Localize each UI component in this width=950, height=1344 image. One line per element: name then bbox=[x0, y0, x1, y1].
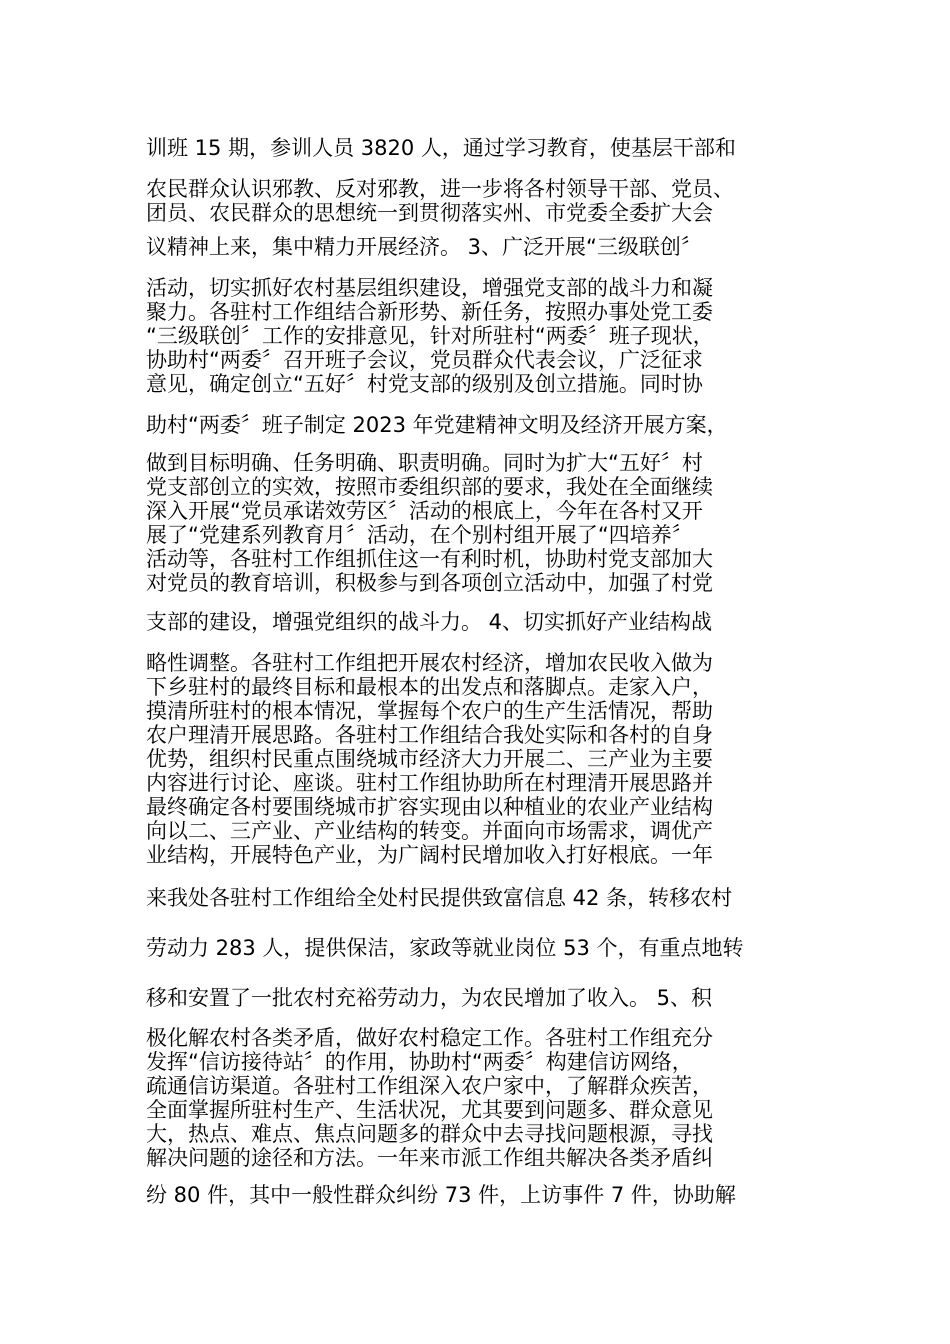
text-line: 业结构，开展特色产业，为广阔村民增加收入打好根底。一年 bbox=[146, 843, 713, 867]
text-line: 展了“党建系列教育月〞活动，在个别村组开展了“四培养〞 bbox=[146, 523, 693, 547]
text-line: 党支部创立的实效，按照市委组织部的要求，我处在全面继续 bbox=[146, 475, 713, 499]
text-line: 解决问题的途径和方法。一年来市派工作组共解决各类矛盾纠 bbox=[146, 1146, 713, 1170]
text-line: 优势，组织村民重点围绕城市经济大力开展二、三产业为主要 bbox=[146, 747, 713, 771]
text-line: 议精神上来，集中精力开展经济。 3、广泛开展“三级联创〞 bbox=[146, 235, 702, 259]
text-line: 极化解农村各类矛盾，做好农村稳定工作。各驻村工作组充分 bbox=[146, 1026, 713, 1050]
text-line: 活动，切实抓好农村基层组织建设，增强党支部的战斗力和凝 bbox=[146, 276, 713, 300]
text-line: 聚力。各驻村工作组结合新形势、新任务，按照办事处党工委 bbox=[146, 300, 713, 324]
text-line: 向以二、三产业、产业结构的转变。并面向市场需求，调优产 bbox=[146, 819, 713, 843]
text-line: 农户理清开展思路。各驻村工作组结合我处实际和各村的自身 bbox=[146, 723, 713, 747]
text-line: 劳动力 283 人，提供保洁，家政等就业岗位 53 个，有重点地转 bbox=[146, 936, 744, 960]
text-line: 来我处各驻村工作组给全处村民提供致富信息 42 条，转移农村 bbox=[146, 886, 733, 910]
text-line: 农民群众认识邪教、反对邪教，进一步将各村领导干部、党员、 bbox=[146, 177, 734, 201]
text-line: 团员、农民群众的思想统一到贯彻落实州、市党委全委扩大会 bbox=[146, 201, 713, 225]
text-line: 发挥“信访接待站〞的作用，协助村“两委〞构建信访网络， bbox=[146, 1050, 693, 1074]
text-line: 活动等，各驻村工作组抓住这一有利时机，协助村党支部加大 bbox=[146, 547, 713, 571]
text-line: 助村“两委〞班子制定 2023 年党建精神文明及经济开展方案， bbox=[146, 413, 728, 437]
text-line: 意见，确定创立“五好〞村党支部的级别及创立措施。同时协 bbox=[146, 372, 703, 396]
text-line: 疏通信访渠道。各驻村工作组深入农户家中，了解群众疾苦， bbox=[146, 1074, 713, 1098]
text-line: 内容进行讨论、座谈。驻村工作组协助所在村理清开展思路并 bbox=[146, 771, 713, 795]
text-line: 全面掌握所驻村生产、生活状况，尤其要到问题多、群众意见 bbox=[146, 1098, 713, 1122]
text-line: 训班 15 期，参训人员 3820 人，通过学习教育，使基层干部和 bbox=[146, 136, 736, 160]
text-line: 对党员的教育培训，积极参与到各项创立活动中，加强了村党 bbox=[146, 571, 713, 595]
text-line: 纷 80 件，其中一般性群众纠纷 73 件，上访事件 7 件，协助解 bbox=[146, 1183, 736, 1207]
text-line: 做到目标明确、任务明确、职责明确。同时为扩大“五好〞村 bbox=[146, 451, 703, 475]
text-line: 最终确定各村要围绕城市扩容实现由以种植业的农业产业结构 bbox=[146, 795, 713, 819]
text-line: 略性调整。各驻村工作组把开展农村经济，增加农民收入做为 bbox=[146, 651, 713, 675]
text-line: 支部的建设，增强党组织的战斗力。 4、切实抓好产业结构战 bbox=[146, 610, 713, 634]
text-line: 下乡驻村的最终目标和最根本的出发点和落脚点。走家入户， bbox=[146, 675, 713, 699]
text-line: 摸清所驻村的根本情况，掌握每个农户的生产生活情况，帮助 bbox=[146, 699, 713, 723]
text-line: “三级联创〞工作的安排意见，针对所驻村“两委〞班子现状， bbox=[146, 324, 714, 348]
text-line: 深入开展“党员承诺效劳区〞活动的根底上，今年在各村又开 bbox=[146, 499, 703, 523]
text-line: 大，热点、难点、焦点问题多的群众中去寻找问题根源，寻找 bbox=[146, 1122, 713, 1146]
text-line: 移和安置了一批农村充裕劳动力，为农民增加了收入。 5、积 bbox=[146, 986, 713, 1010]
text-line: 协助村“两委〞召开班子会议，党员群众代表会议，广泛征求 bbox=[146, 348, 703, 372]
